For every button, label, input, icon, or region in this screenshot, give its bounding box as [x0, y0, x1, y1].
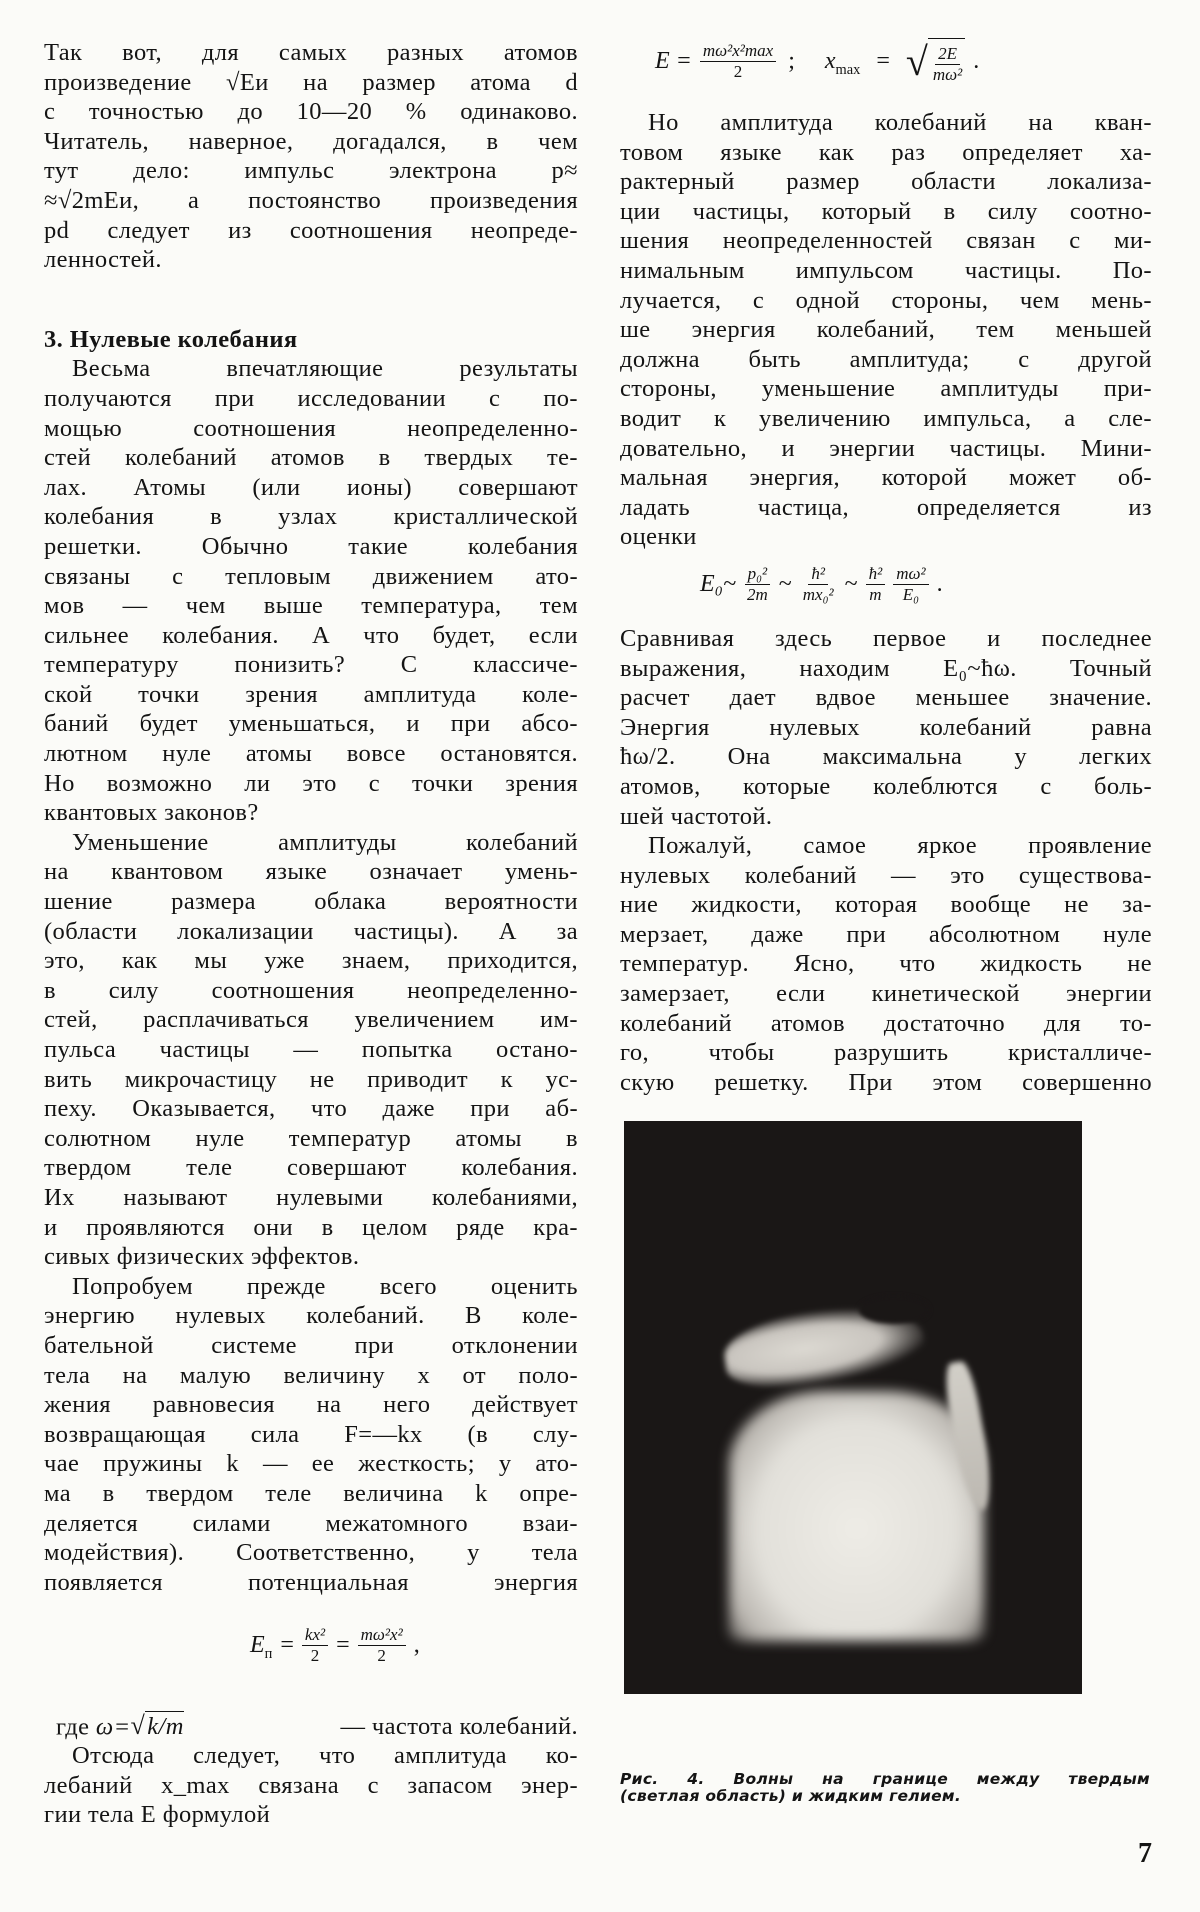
figure-helium-photo — [624, 1121, 1082, 1694]
text-line: Весьма впечатляющие результаты — [72, 355, 578, 383]
text-line: мощью соотношения неопределенно- — [44, 414, 578, 442]
text-line: Читатель, наверное, догадался, в чем — [44, 127, 578, 155]
text-line: в силу соотношения неопределенно- — [44, 976, 578, 1004]
text-line: pd следует из соотношения неопреде- — [44, 216, 578, 244]
numerator: p₀² — [745, 564, 771, 585]
text-line: жения равновесия на него действует — [44, 1391, 578, 1419]
text-line: Попробуем прежде всего оценить — [72, 1272, 578, 1300]
where-line-content — [56, 1712, 578, 1742]
text-line: температуру понизить? С классиче- — [44, 651, 578, 679]
text-line: стороны, уменьшение амплитуды при- — [620, 375, 1152, 403]
paragraph-amplitude-reduction — [44, 828, 578, 1272]
text-line: скую решетку. При этом совершенно — [620, 1068, 1152, 1096]
text-line: колебания в узлах кристаллической — [44, 503, 578, 531]
denominator: m — [869, 585, 882, 604]
text-line: товом языке как раз определяет ха- — [620, 138, 1152, 166]
equals-sign: = — [876, 48, 890, 74]
tilde: ~ — [844, 571, 858, 597]
omega-symbol: ω= — [95, 1713, 131, 1740]
formula-potential-energy — [250, 1625, 420, 1666]
numerator: 2E — [935, 44, 960, 65]
numerator: mω²x²max — [700, 41, 776, 62]
right-column-paragraph-amplitude — [620, 108, 1152, 552]
text-line: лах. Атомы (или ионы) совершают — [44, 473, 578, 501]
text-line: произведение √Eи на размер атома d — [44, 68, 578, 96]
text-line: появляется потенциальная энергия — [44, 1568, 578, 1596]
radicand: k/m — [147, 1712, 184, 1740]
where-suffix: — частота колебаний. — [340, 1713, 578, 1740]
caption-line: (светлая область) и жидким гелием. — [620, 1787, 962, 1805]
xmax-symbol — [824, 48, 861, 78]
text-line: это, как мы уже знаем, приходится, — [44, 947, 578, 975]
denominator: 2 — [377, 1646, 386, 1665]
text-line: Сравнивая здесь первое и последнее — [620, 625, 1152, 652]
text-line: (области локализации частицы). А за — [44, 917, 578, 945]
text-line: сивых физических эффектов. — [44, 1243, 360, 1271]
period: . — [936, 571, 943, 597]
text-line: тела на малую величину x от поло- — [44, 1361, 578, 1389]
text-line: с точностью до 10—20 % одинаково. — [44, 98, 578, 126]
text-line: ции частицы, который в силу соотно- — [620, 197, 1152, 225]
text-line: Их называют нулевыми колебаниями, — [44, 1183, 578, 1211]
text-line: колебаний атомов достаточно для то- — [620, 1009, 1152, 1037]
text-line: квантовых законов? — [44, 799, 259, 827]
text-line: Но амплитуда колебаний на кван- — [648, 109, 1152, 136]
numerator: ħ² — [808, 564, 828, 585]
text-line: Уменьшение амплитуды колебаний — [72, 828, 578, 856]
text-line: выражения, находим E₀~ħω. Точный — [620, 654, 1152, 682]
denominator: E₀ — [902, 585, 920, 604]
denominator: mω² — [932, 65, 963, 84]
equals-sign: = — [280, 1632, 294, 1658]
right-column-paragraph-liquid — [620, 831, 1152, 1097]
text-line: возвращающая сила F=—kx (в слу- — [44, 1420, 578, 1448]
denominator: 2m — [747, 585, 768, 604]
text-line: ской точки зрения амплитуда коле- — [44, 680, 578, 708]
formula-lhs: E = — [655, 48, 692, 74]
where-line — [56, 1712, 578, 1742]
tilde: ~ — [778, 571, 792, 597]
numerator: ħ² — [866, 564, 886, 585]
sqrt-k-over-m — [131, 1711, 184, 1742]
formula-lhs — [250, 1632, 273, 1662]
intro-paragraph — [44, 38, 578, 275]
text-line: чае пружины k — ее жесткость; у ато- — [44, 1450, 578, 1478]
text-line: гии тела E формулой — [44, 1801, 271, 1829]
text-line: связаны с тепловым движением ато- — [44, 562, 578, 590]
text-line: солютном нуле температур атомы в — [44, 1124, 578, 1152]
text-line: стей колебаний атомов в твердых те- — [44, 444, 578, 472]
text-line: энергию нулевых колебаний. В коле- — [44, 1302, 578, 1330]
text-line: шение размера облака вероятности — [44, 888, 578, 916]
text-line: должна быть амплитуда; с другой — [620, 345, 1152, 373]
fraction-mw2-over-e0 — [893, 564, 928, 605]
text-line: замерзает, если кинетической энергии — [620, 979, 1152, 1007]
text-line: лучается, с одной стороны, чем мень- — [620, 286, 1152, 314]
denominator: 2 — [310, 1646, 320, 1665]
numerator: mω² — [893, 564, 928, 585]
formula-energy-amplitude — [655, 38, 979, 85]
where-prefix-group — [56, 1711, 184, 1742]
text-line: баний будет уменьшаться, и при абсо- — [44, 710, 578, 738]
equals-sign: = — [336, 1632, 350, 1658]
text-line: вить микрочастицу не приводит к ус- — [44, 1065, 578, 1093]
text-line: шей частотой. — [620, 802, 773, 830]
text-line: температур. Ясно, что жидкость не — [620, 950, 1152, 978]
wave-crest-shadow — [859, 1296, 929, 1324]
text-line: деляется силами межатомного взаи- — [44, 1509, 578, 1537]
section-heading: 3. Нулевые колебания — [44, 325, 298, 353]
text-line: нулевых колебаний — это существова- — [620, 861, 1152, 889]
text-line: твердом теле совершают колебания. — [44, 1154, 578, 1182]
symbol-e: E — [250, 1632, 265, 1658]
text-line: тут дело: импульс электрона p≈ — [44, 157, 578, 185]
sqrt-2e-over-mw2 — [906, 38, 965, 85]
text-line: Но возможно ли это с точки зрения — [44, 769, 578, 797]
text-line: расчет дает вдвое меньшее значение. — [620, 684, 1152, 712]
max-subscript: max — [835, 61, 861, 78]
text-line: бательной системе при отклонении — [44, 1331, 578, 1359]
formula-zero-point-estimate — [700, 564, 943, 605]
text-line: на квантовом языке означает умень- — [44, 858, 578, 886]
text-line: Энергия нулевых колебаний равна — [620, 713, 1152, 741]
text-line: го, чтобы разрушить кристалличе- — [620, 1039, 1152, 1067]
left-column — [44, 38, 578, 1597]
radical-sign: √ — [905, 38, 928, 84]
text-line: решетки. Обычно такие колебания — [44, 532, 578, 560]
figure-caption — [620, 1771, 1150, 1805]
text-line: лютном нуле атомы вовсе остановятся. — [44, 740, 578, 768]
denominator: 2 — [733, 62, 743, 81]
solid-helium-region — [729, 1391, 984, 1641]
paragraph-energy-estimate — [44, 1272, 578, 1598]
numerator: mω²x² — [358, 1625, 406, 1646]
text-line: нимальным импульсом частицы. По- — [620, 256, 1152, 284]
comma: , — [413, 1632, 420, 1658]
text-line: рактерный размер области локализа- — [620, 168, 1152, 196]
numerator: kx² — [302, 1625, 328, 1646]
paragraph-zero-vibrations-intro — [44, 354, 578, 828]
text-line: довательно, и энергии частицы. Мини- — [620, 434, 1152, 462]
text-line: шения неопределенностей связан с ми- — [620, 227, 1152, 255]
text-line: ние жидкости, которая вообще не за- — [620, 891, 1152, 919]
text-line: сильнее колебания. А что будет, если — [44, 621, 578, 649]
text-line: стей, расплачиваться увеличением им- — [44, 1006, 578, 1034]
text-line: лебаний x_max связана с запасом энер- — [44, 1771, 578, 1799]
text-line: пеху. Оказывается, что даже при аб- — [44, 1095, 578, 1123]
text-line: ħω/2. Она максимальна у легких — [620, 743, 1152, 771]
fraction-p0-over-2m — [744, 564, 771, 605]
text-line: мов — чем выше температура, тем — [44, 592, 578, 620]
text-line: атомов, которые колеблются с боль- — [620, 772, 1152, 800]
text-line: и проявляются они в целом ряде кра- — [44, 1213, 578, 1241]
fraction-hbar-over-m — [866, 564, 886, 605]
period: . — [973, 48, 980, 74]
formula-lhs: E₀~ — [700, 571, 736, 597]
fraction-hbar-over-mx0 — [800, 564, 837, 605]
subscript-p: п — [264, 1645, 273, 1662]
paragraph-amplitude-formula-intro — [44, 1741, 578, 1830]
text-line: ≈√2mEи, а постоянство произведения — [44, 186, 578, 214]
text-line: ладать частица, определяется из — [620, 493, 1152, 521]
page-number: 7 — [1138, 1838, 1152, 1869]
text-line: модействия). Соответственно, у тела — [44, 1539, 578, 1567]
fraction-kx2-over-2 — [302, 1625, 328, 1666]
text-line: оценки — [620, 523, 697, 551]
text-line: ма в твердом теле величина k опре- — [44, 1479, 578, 1507]
where-prefix: где — [56, 1713, 90, 1740]
text-line: Пожалуй, самое яркое проявление — [648, 832, 1152, 859]
separator: ; — [788, 48, 795, 74]
x-symbol: x — [824, 48, 836, 74]
text-line: мерзает, даже при абсолютном нуле — [620, 920, 1152, 948]
caption-line: Рис. 4. Волны на границе между твердым — [620, 1770, 1150, 1788]
text-line: Отсюда следует, что амплитуда ко- — [72, 1742, 578, 1769]
fraction-mw2x2-over-2 — [358, 1625, 406, 1666]
fraction-2e-over-mw2 — [930, 44, 965, 85]
text-line: Так вот, для самых разных атомов — [44, 39, 578, 66]
text-line: получаются при исследовании с по- — [44, 384, 578, 412]
text-line: пульса частицы — попытка остано- — [44, 1036, 578, 1063]
text-line: мальная энергия, которой может об- — [620, 464, 1152, 492]
radical-sign: √ — [130, 1711, 146, 1740]
text-line: ленностей. — [44, 246, 162, 274]
radicand — [928, 38, 965, 85]
fraction-energy — [700, 41, 776, 82]
text-line: ше энергия колебаний, тем меньшей — [620, 316, 1152, 344]
right-column-paragraph-comparison — [620, 624, 1152, 831]
text-line: водит к увеличению импульса, а сле- — [620, 404, 1152, 432]
denominator: mx₀² — [802, 585, 834, 604]
